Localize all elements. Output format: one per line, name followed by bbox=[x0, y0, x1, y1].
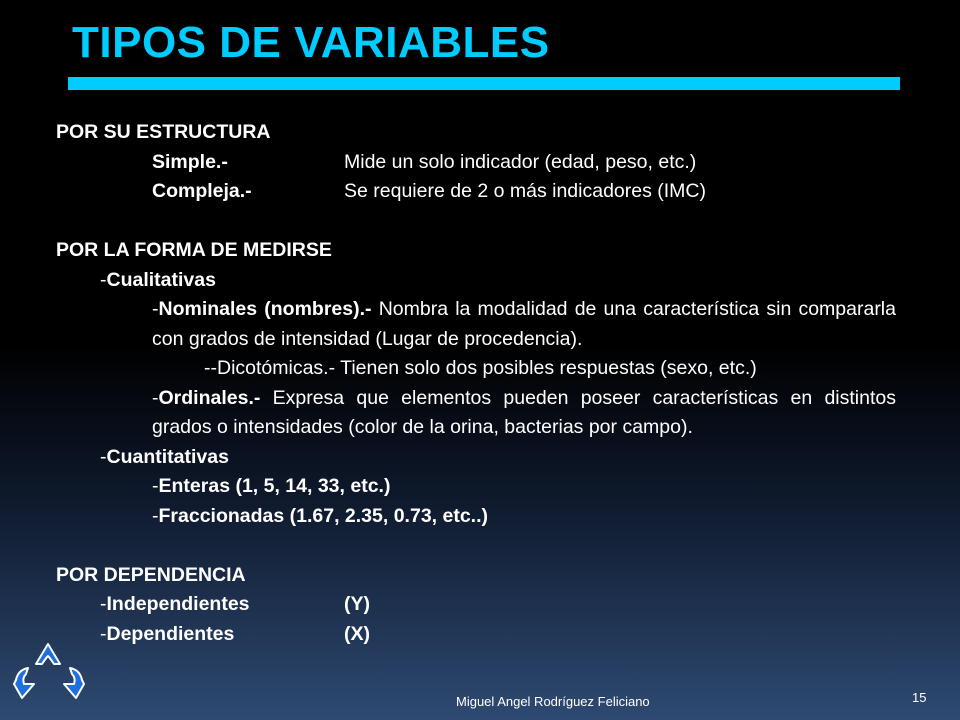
simple-label: Simple.- bbox=[152, 150, 228, 173]
item-cualitativas bbox=[56, 266, 896, 296]
dash: - bbox=[152, 386, 159, 409]
spacer bbox=[56, 207, 896, 237]
independientes-text bbox=[100, 590, 250, 620]
item-simple bbox=[56, 148, 896, 178]
section-heading-forma: POR LA FORMA DE MEDIRSE bbox=[56, 239, 332, 261]
dash: - bbox=[100, 445, 107, 468]
item-nominales bbox=[56, 295, 896, 354]
item-dependientes bbox=[56, 620, 896, 650]
dash: - bbox=[100, 622, 107, 645]
independientes-var: (Y) bbox=[344, 593, 370, 615]
independientes-label: Independientes bbox=[106, 593, 250, 615]
cuantitativas-label: Cuantitativas bbox=[106, 445, 229, 468]
compleja-desc: Se requiere de 2 o más indicadores (IMC) bbox=[344, 180, 706, 202]
dash: - bbox=[100, 593, 107, 615]
slide-content bbox=[56, 118, 896, 649]
dependientes-text bbox=[100, 620, 234, 650]
compleja-label: Compleja.- bbox=[152, 180, 252, 202]
item-ordinales bbox=[56, 384, 896, 443]
item-dicotomicas: --Dicotómicas.- Tienen solo dos posibles respuestas (sexo, etc.) bbox=[204, 357, 757, 379]
title-underline-bar bbox=[68, 77, 900, 90]
nominales-desc: Nombra la modalidad de una característica sin compararla con grados de intensidad (Lugar de procedencia). bbox=[152, 298, 896, 350]
ordinales-label: Ordinales.- bbox=[158, 386, 261, 409]
dash: - bbox=[152, 298, 159, 320]
item-compleja bbox=[56, 177, 896, 207]
section-heading-estructura: POR SU ESTRUCTURA bbox=[56, 121, 271, 143]
nominales-label: Nominales (nombres).- bbox=[158, 298, 372, 320]
dependientes-label: Dependientes bbox=[106, 622, 235, 645]
simple-desc: Mide un solo indicador (edad, peso, etc.) bbox=[344, 150, 697, 173]
dependientes-var: (X) bbox=[344, 622, 370, 645]
footer-author: Miguel Angel Rodríguez Feliciano bbox=[456, 694, 650, 709]
dash: - bbox=[152, 475, 159, 497]
item-cuantitativas bbox=[56, 443, 896, 473]
item-enteras bbox=[56, 472, 896, 502]
page-number: 15 bbox=[912, 690, 927, 705]
spacer bbox=[56, 531, 896, 561]
fraccionadas-label: Fraccionadas (1.67, 2.35, 0.73, etc..) bbox=[158, 504, 489, 527]
slide-title: TIPOS DE VARIABLES bbox=[72, 18, 550, 67]
section-heading-dependencia: POR DEPENDENCIA bbox=[56, 563, 246, 586]
ordinales-desc: Expresa que elementos pueden poseer características en distintos grados o intensidades (color de la orina, bacterias por campo). bbox=[152, 386, 896, 438]
enteras-label: Enteras (1, 5, 14, 33, etc.) bbox=[158, 475, 391, 497]
cualitativas-label: Cualitativas bbox=[106, 268, 216, 291]
recycle-arrows-logo-icon bbox=[10, 640, 86, 708]
dash: - bbox=[100, 268, 107, 291]
dash: - bbox=[152, 504, 159, 527]
item-independientes bbox=[56, 590, 896, 620]
item-fraccionadas bbox=[56, 502, 896, 532]
